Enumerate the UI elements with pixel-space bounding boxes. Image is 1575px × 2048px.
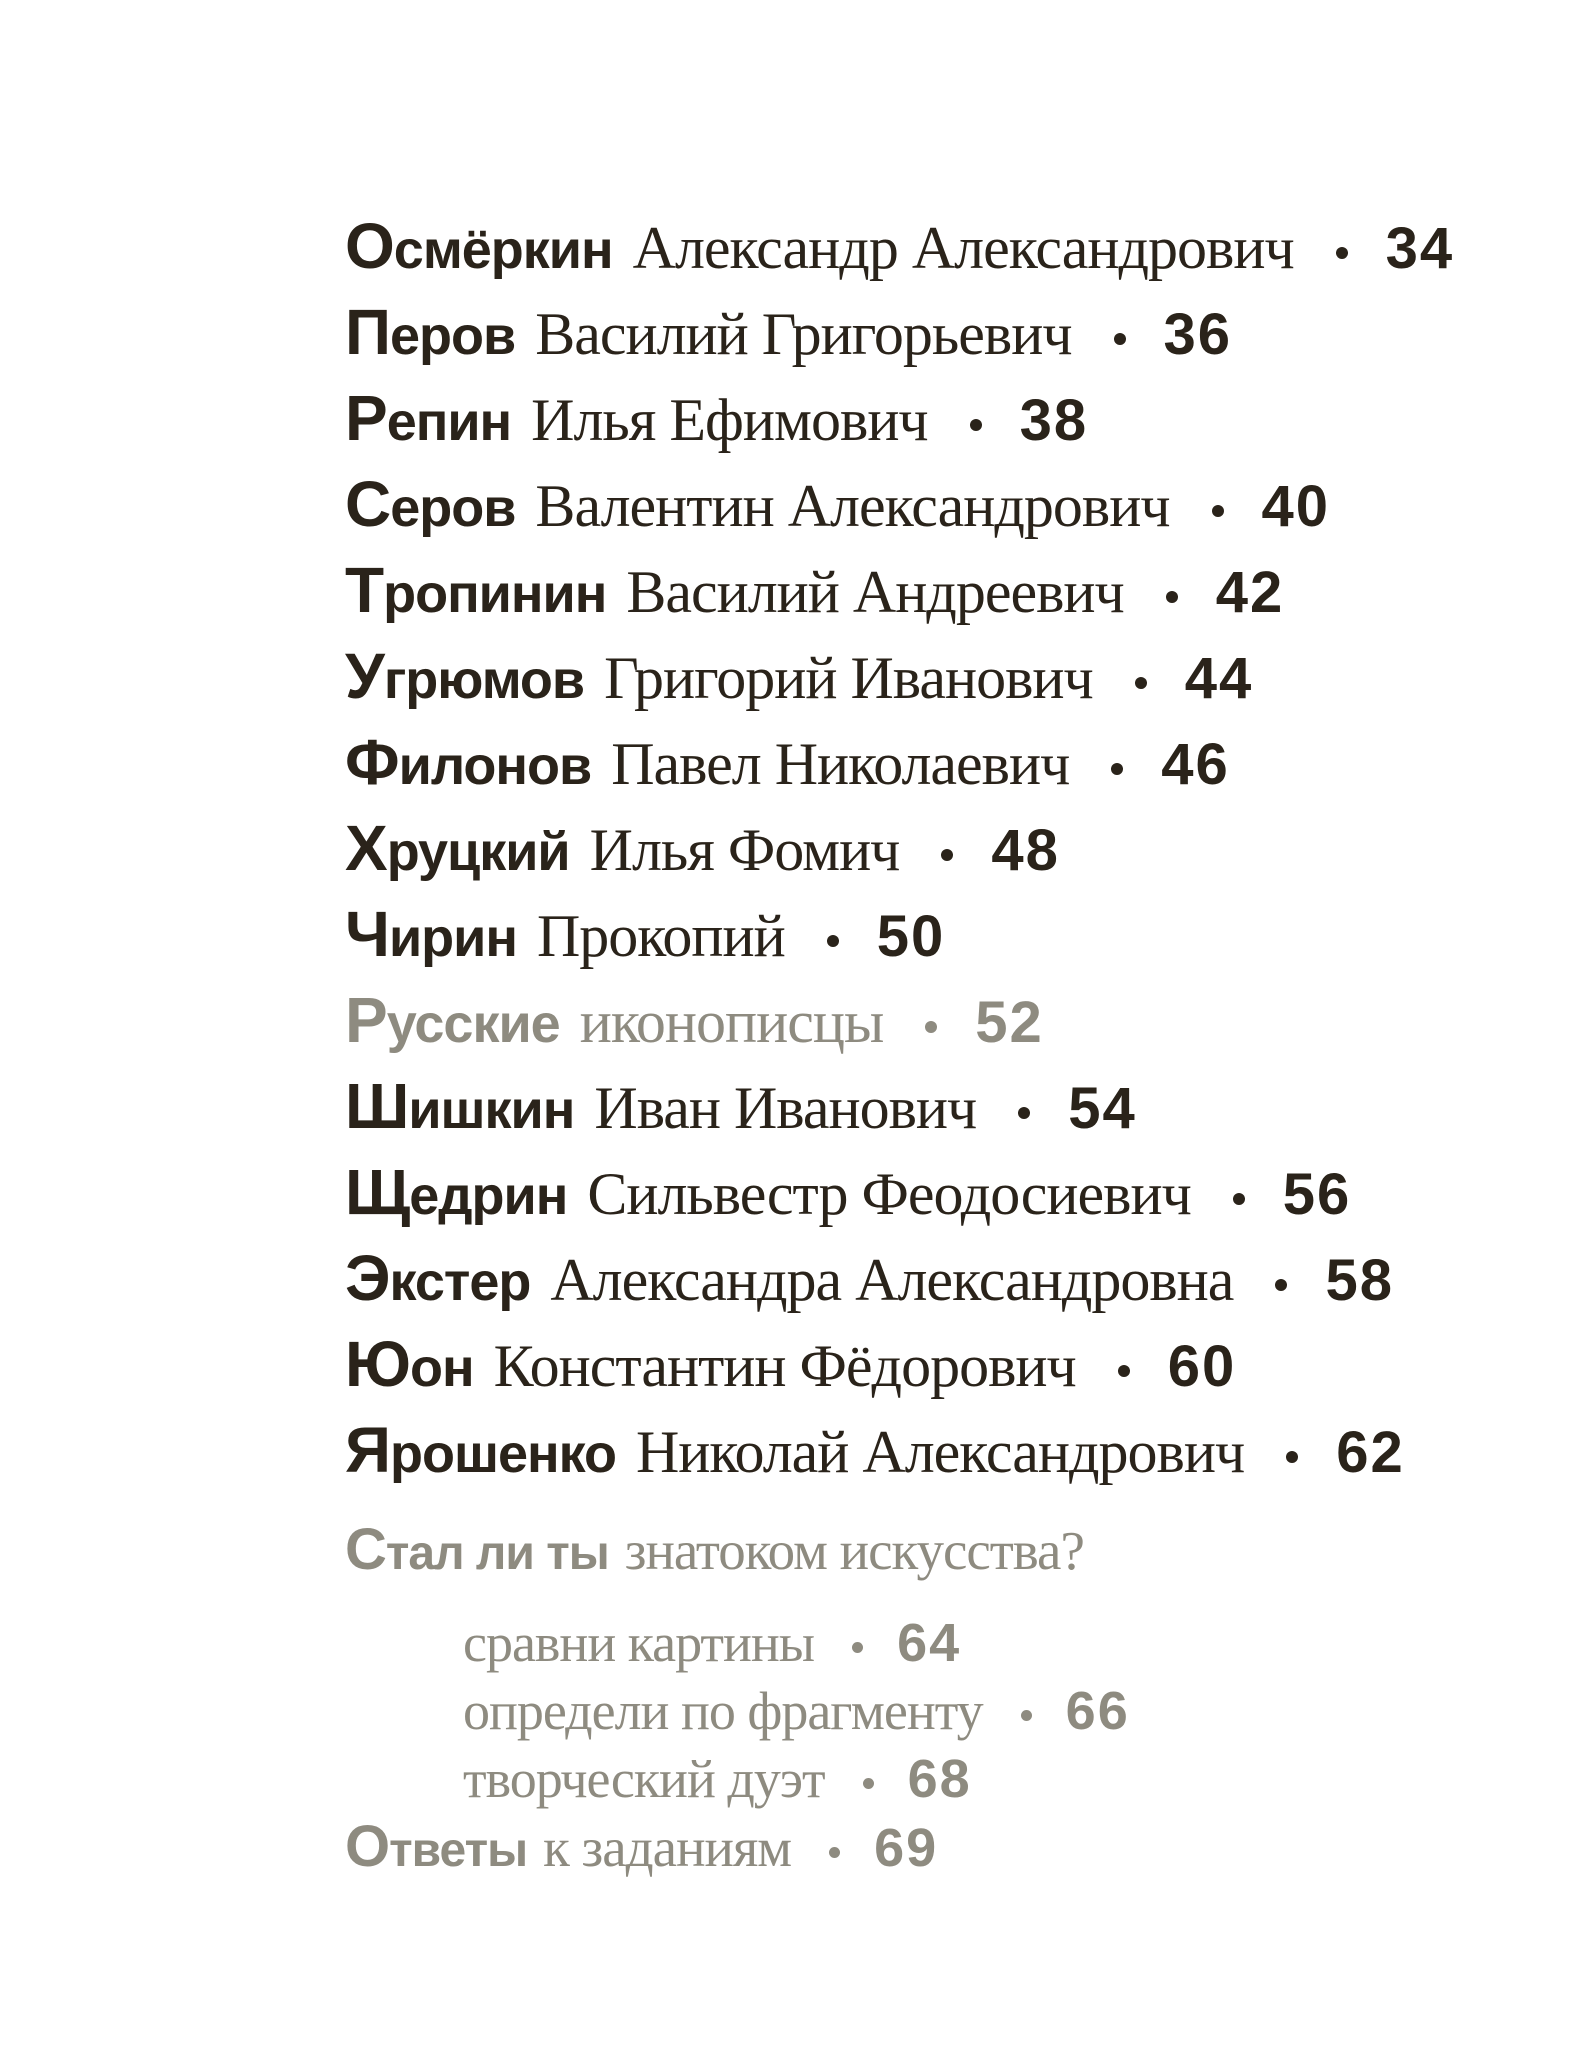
entry-page-number: 48 (991, 818, 1060, 883)
toc-entry (345, 1063, 1454, 1149)
bullet-separator-icon (827, 935, 839, 947)
bullet-separator-icon (1118, 1365, 1130, 1377)
entry-page-number: 56 (1282, 1162, 1352, 1227)
entry-initial-letter: Ю (345, 1328, 410, 1400)
entry-title-bold (345, 296, 516, 368)
entry-name-serif: иконописцы (579, 989, 884, 1055)
entry-initial-letter: П (345, 296, 390, 368)
toc-entry (345, 461, 1454, 547)
entry-initial-letter: Э (345, 1242, 390, 1314)
entry-title-bold (345, 1517, 609, 1582)
toc-entry (345, 1235, 1454, 1321)
entry-name-serif: знатоком искусства? (624, 1520, 1084, 1581)
entry-initial-letter: Ш (345, 1070, 409, 1142)
entry-initial-letter: О (345, 210, 394, 282)
bullet-separator-icon (1286, 1451, 1298, 1463)
toc-entry (345, 1813, 1454, 1881)
entry-title-bold (345, 726, 592, 798)
entry-title-bold (345, 640, 585, 712)
entry-initial-letter: О (345, 1814, 390, 1879)
entry-name-serif: Валентин Александрович (535, 473, 1170, 539)
entry-page-number: 50 (876, 904, 946, 969)
entry-title-bold-rest: илонов (398, 736, 592, 796)
entry-page-number: 64 (897, 1613, 962, 1673)
entry-title-bold (345, 1156, 568, 1228)
entry-name-serif: творческий дуэт (463, 1749, 825, 1809)
entry-name-serif: Константин Фёдорович (493, 1333, 1076, 1399)
bullet-separator-icon (1018, 1107, 1030, 1119)
bullet-separator-icon (1212, 505, 1224, 517)
entry-title-bold (345, 468, 516, 540)
entry-title-bold-rest: тал ли ты (385, 1527, 609, 1580)
entry-title-bold (345, 898, 517, 970)
entry-page-number: 40 (1261, 474, 1331, 539)
entry-title-bold-rest: руцкий (386, 822, 570, 882)
entry-name-serif: Василий Андреевич (626, 559, 1124, 625)
toc-entry (345, 891, 1454, 977)
entry-page-number: 42 (1215, 560, 1285, 625)
toc-entry (345, 1149, 1454, 1235)
entry-page-number: 34 (1385, 216, 1455, 281)
toc-entry (345, 547, 1454, 633)
entry-title-bold (345, 1242, 531, 1314)
entry-title-bold-rest: смёркин (393, 220, 613, 280)
bullet-separator-icon (829, 1847, 840, 1858)
entry-initial-letter: Щ (345, 1156, 410, 1228)
bullet-separator-icon (1233, 1193, 1245, 1205)
bullet-separator-icon (1275, 1279, 1287, 1291)
bullet-separator-icon (852, 1642, 863, 1653)
entry-title-bold-rest: рошенко (390, 1424, 616, 1484)
entry-initial-letter: Р (345, 382, 387, 454)
entry-page-number: 46 (1161, 732, 1230, 797)
entry-page-number: 44 (1184, 646, 1254, 711)
entry-title-bold-rest: грюмов (383, 650, 585, 710)
bullet-separator-icon (970, 419, 982, 431)
entry-name-serif: Прокопий (536, 903, 785, 969)
toc-entry (463, 1609, 1454, 1677)
entry-title-bold (345, 210, 613, 282)
entry-page-number: 60 (1167, 1334, 1237, 1399)
entry-title-bold-rest: кстер (389, 1252, 531, 1312)
entry-title-bold-rest: ирин (388, 908, 517, 968)
entry-title-bold (345, 1814, 528, 1879)
entry-name-serif: Александра Александровна (550, 1247, 1234, 1313)
entry-name-serif: Иван Иванович (594, 1075, 977, 1141)
toc-entry (463, 1745, 1454, 1813)
entry-initial-letter: Ч (345, 898, 389, 970)
entry-page-number: 58 (1325, 1248, 1394, 1313)
entry-name-serif: Василий Григорьевич (535, 301, 1072, 367)
entry-page-number: 52 (975, 990, 1044, 1055)
entry-page-number: 68 (907, 1749, 972, 1809)
entry-name-serif: Григорий Иванович (604, 645, 1093, 711)
entry-title-bold-rest: ишкин (408, 1080, 575, 1140)
toc-entry (345, 633, 1454, 719)
entry-initial-letter: Р (345, 984, 387, 1056)
entry-initial-letter: С (345, 468, 391, 540)
toc-entry (345, 1507, 1454, 1593)
entry-page-number: 66 (1065, 1681, 1130, 1741)
entry-initial-letter: Я (345, 1414, 390, 1486)
bullet-separator-icon (1021, 1710, 1032, 1721)
entry-title-bold-rest: епин (386, 392, 512, 452)
entry-title-bold-rest: он (410, 1338, 474, 1398)
toc-list (345, 203, 1454, 1881)
entry-page-number: 38 (1019, 388, 1089, 453)
toc-entry (345, 1321, 1454, 1407)
toc-entry (345, 375, 1454, 461)
entry-name-serif: Сильвестр Феодосиевич (587, 1161, 1191, 1227)
entry-title-bold-rest: ропинин (383, 564, 607, 624)
bullet-separator-icon (1111, 763, 1123, 775)
bullet-separator-icon (1114, 333, 1126, 345)
entry-title-bold-rest: еров (390, 478, 516, 538)
entry-name-serif: Илья Ефимович (531, 387, 928, 453)
toc-entry (345, 719, 1454, 805)
entry-name-serif: Илья Фомич (589, 817, 900, 883)
entry-initial-letter: У (345, 640, 384, 712)
entry-page-number: 69 (874, 1818, 939, 1878)
entry-name-serif: к заданиям (543, 1817, 792, 1878)
entry-title-bold (345, 1414, 616, 1486)
entry-name-serif: Павел Николаевич (611, 731, 1070, 797)
toc-entry (345, 1407, 1454, 1493)
toc-entry (345, 289, 1454, 375)
bullet-separator-icon (925, 1021, 937, 1033)
bullet-separator-icon (1336, 247, 1348, 259)
entry-title-bold (345, 554, 607, 626)
entry-page-number: 62 (1336, 1420, 1405, 1485)
entry-title-bold (345, 1328, 474, 1400)
entry-initial-letter: Ф (345, 726, 399, 798)
toc-entry (345, 203, 1454, 289)
entry-title-bold (345, 382, 512, 454)
entry-title-bold (345, 984, 560, 1056)
entry-name-serif: Николай Александрович (635, 1419, 1245, 1485)
entry-title-bold-rest: усские (386, 994, 560, 1054)
entry-page-number: 36 (1163, 302, 1233, 367)
entry-initial-letter: Х (345, 812, 387, 884)
entry-name-serif: сравни картины (463, 1613, 815, 1673)
entry-initial-letter: С (345, 1517, 386, 1582)
entry-initial-letter: Т (345, 554, 384, 626)
entry-page-number: 54 (1068, 1076, 1137, 1141)
entry-title-bold-rest: едрин (409, 1166, 568, 1226)
entry-title-bold-rest: еров (390, 306, 516, 366)
toc-entry (345, 805, 1454, 891)
entry-title-bold-rest: тветы (389, 1824, 528, 1877)
bullet-separator-icon (1135, 677, 1147, 689)
toc-entry (345, 977, 1454, 1063)
bullet-separator-icon (941, 849, 953, 861)
toc-entry (463, 1677, 1454, 1745)
entry-name-serif: Александр Александрович (632, 215, 1294, 281)
entry-title-bold (345, 812, 570, 884)
bullet-separator-icon (863, 1778, 874, 1789)
entry-title-bold (345, 1070, 575, 1142)
bullet-separator-icon (1166, 591, 1178, 603)
entry-name-serif: определи по фрагменту (463, 1681, 983, 1741)
